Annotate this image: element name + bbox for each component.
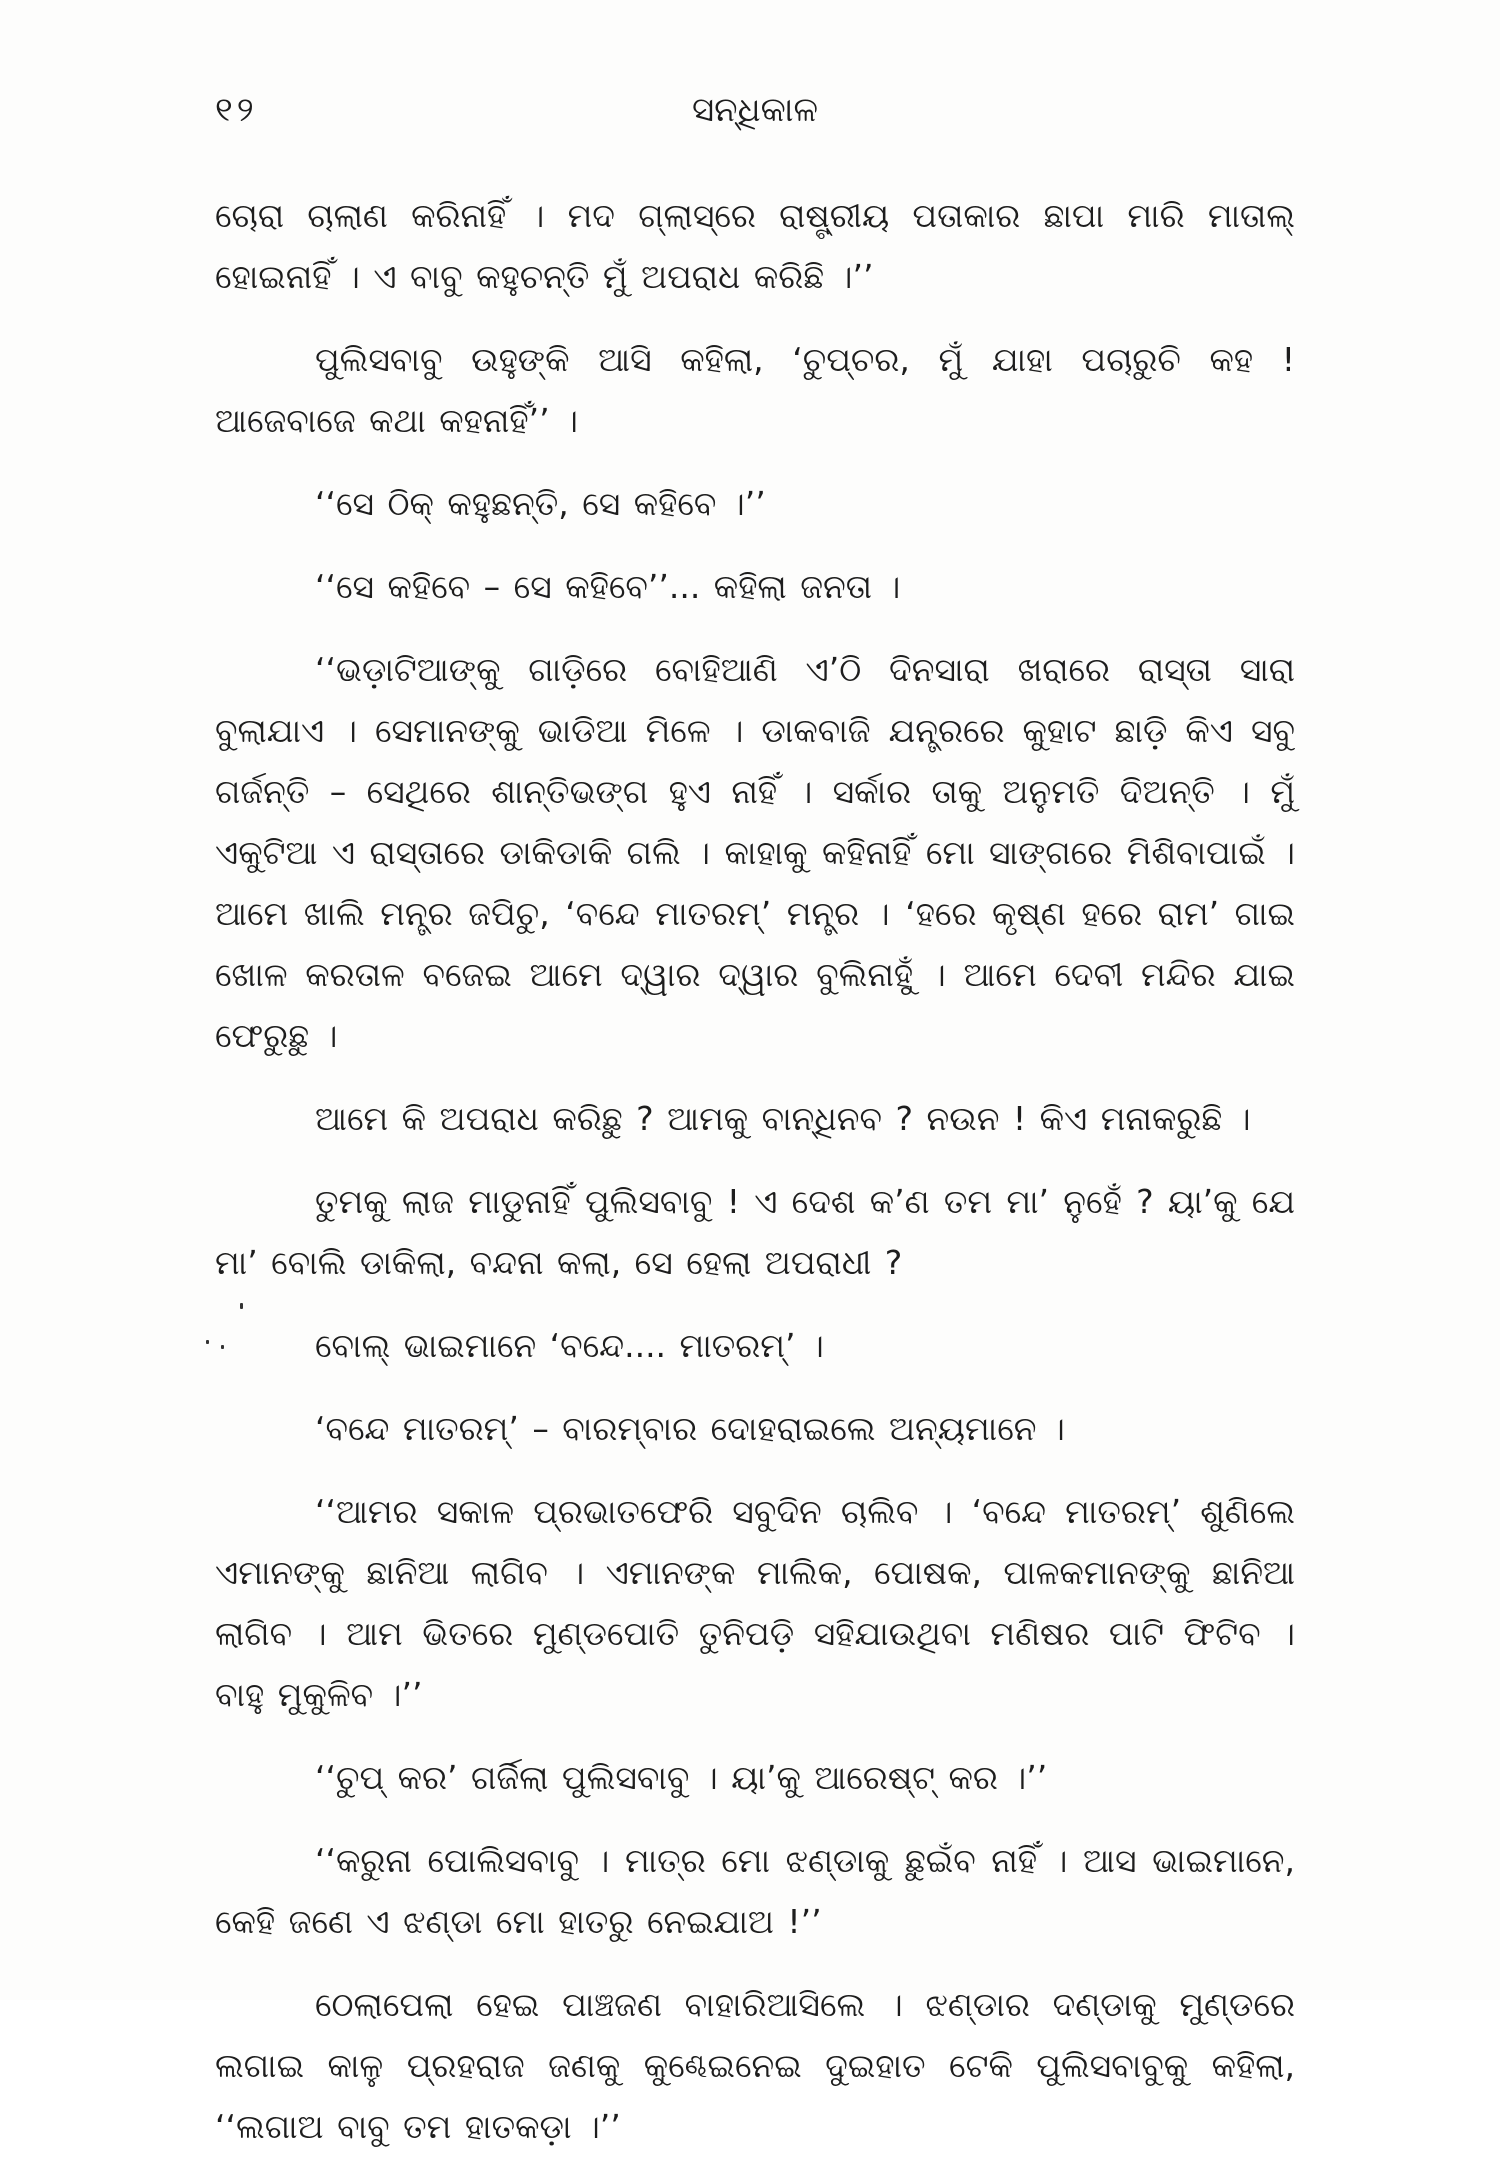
paragraph: ‘‘ଆମର ସକାଳ ପ୍ରଭାତଫେରି ସବୁଦିନ ଚାଲିବ । ‘ବନ୍ଦେ ମାତରମ୍’ ଶୁଣିଲେ ଏମାନଙ୍କୁ ଛାନିଆ ଲାଗିବ । ଏମାନଙ୍କ ମାଲିକ, ପୋଷକ, ପାଳକମାନଙ୍କୁ ଛାନିଆ ଲାଗିବ । ଆମ ଭିତରେ ମୁଣ୍ଡପୋତି ତୁନିପଡ଼ି ସହିଯାଉଥିବା ମଣିଷର ପାଟି ଫିଟିବ । ବାହୁ ମୁକୁଳିବ ।’’ — [215, 1492, 1295, 1714]
paragraph: ‘‘ଚୁପ୍ କର’ ଗର୍ଜିଲା ପୁଲିସବାବୁ । ୟା’କୁ ଆରେଷ୍ଟ୍ କର ।’’ — [315, 1758, 1048, 1797]
paragraph: ‘‘ସେ ଠିକ୍ କହୁଛନ୍ତି, ସେ କହିବେ ।’’ — [315, 484, 766, 523]
print-speck — [206, 1340, 209, 1344]
page-header — [215, 90, 1295, 140]
paragraph: ଆମେ କି ଅପରାଧ କରିଛୁ ? ଆମକୁ ବାନ୍ଧିନବ ? ନଉନ ! କିଏ ମନାକରୁଛି । — [315, 1099, 1251, 1138]
paragraph: ବୋଲ୍ ଭାଇମାନେ ‘ବନ୍ଦେ.... ମାତରମ୍’ । — [315, 1326, 824, 1365]
paragraph: ପୁଲିସବାବୁ ଉହୁଙ୍କି ଆସି କହିଲା, ‘ଚୁପ୍‌ଚର, ମୁଁ ଯାହା ପଚାରୁଚି କହ ! ଆଜେବାଜେ କଥା କହନାହିଁ’’ । — [215, 340, 1295, 440]
paragraph: ‘‘କରୁନା ପୋଲିସବାବୁ । ମାତ୍ର ମୋ ଝଣ୍ଡାକୁ ଛୁଇଁବ ନାହିଁ । ଆସ ଭାଇମାନେ, କେହି ଜଣେ ଏ ଝଣ୍ଡା ମୋ ହାତରୁ ନେଇଯାଅ !’’ — [215, 1841, 1295, 1941]
paragraph: ଠେଲାପେଲା ହେଇ ପାଞ୍ଚଜଣ ବାହାରିଆସିଲେ । ଝଣ୍ଡାର ଦଣ୍ଡାକୁ ମୁଣ୍ଡରେ ଲଗାଇ କାଳୁ ପ୍ରହରାଜ ଜଣକୁ କୁଣ୍ଢେଇନେଇ ଦୁଇହାତ ଟେକି ପୁଲିସବାବୁକୁ କହିଲା, ‘‘ଲଗାଅ ବାବୁ ତମ ହାତକଡ଼ା ।’’ — [215, 1985, 1295, 2146]
paragraph: ‘‘ସେ କହିବେ – ସେ କହିବେ’’... କହିଲା ଜନତା । — [315, 567, 901, 606]
page-number: ୧୨ — [215, 90, 258, 130]
running-title: ସନ୍ଧିକାଳ — [691, 90, 819, 130]
print-speck — [221, 1345, 224, 1349]
body-text — [215, 185, 1295, 2179]
paragraph: ତୁମକୁ ଲାଜ ମାଡୁନାହିଁ ପୁଲିସବାବୁ ! ଏ ଦେଶ କ’ଣ ତମ ମା’ ନୁହେଁ ? ୟା’କୁ ଯେ ମା’ ବୋଲି ଡାକିଲା, ବନ୍ଦନା କଲା, ସେ ହେଲା ଅପରାଧୀ ? — [215, 1182, 1295, 1282]
print-speck — [240, 1303, 243, 1309]
paragraph: ‘‘ଭଡ଼ାଟିଆଙ୍କୁ ଗାଡ଼ିରେ ବୋହିଆଣି ଏ’ଠି ଦିନସାରା ଖରାରେ ରାସ୍ତା ସାରା ବୁଲାଯାଏ । ସେମାନଙ୍କୁ ଭାଡିଆ ମିଳେ । ଡାକବାଜି ଯନ୍ତ୍ରରେ କୁହାଟ ଛାଡ଼ି କିଏ ସବୁ ଗର୍ଜନ୍ତି – ସେଥିରେ ଶାନ୍ତିଭଙ୍ଗ ହୁଏ ନାହିଁ । ସର୍କାର ତାକୁ ଅନୁମତି ଦିଅନ୍ତି । ମୁଁ ଏକୁଟିଆ ଏ ରାସ୍ତାରେ ଡାକିଡାକି ଗଲି । କାହାକୁ କହିନାହିଁ ମୋ ସାଙ୍ଗରେ ମିଶିବାପାଇଁ । ଆମେ ଖାଲି ମନ୍ତ୍ର ଜପିଚୁ, ‘ବନ୍ଦେ ମାତରମ୍’ ମନ୍ତ୍ର । ‘ହରେ କୃଷ୍ଣ ହରେ ରାମ’ ଗାଇ ଖୋଳ କରତାଳ ବଜେଇ ଆମେ ଦ୍ୱାର ଦ୍ୱାର ବୁଲିନାହୁଁ । ଆମେ ଦେବୀ ମନ୍ଦିର ଯାଇ ଫେରୁଛୁ । — [215, 650, 1295, 1055]
paragraph: ‘ବନ୍ଦେ ମାତରମ୍’ – ବାରମ୍ବାର ଦୋହରାଇଲେ ଅନ୍ୟମାନେ । — [315, 1409, 1065, 1448]
paragraph: ଚୋରା ଚାଲାଣ କରିନାହିଁ । ମଦ ଗ୍ଲାସ୍‌ରେ ରାଷ୍ଟ୍ରୀୟ ପତାକାର ଛାପା ମାରି ମାତାଲ୍ ହୋଇନାହିଁ । ଏ ବାବୁ କହୁଚନ୍ତି ମୁଁ ଅପରାଧ କରିଛି ।’’ — [215, 196, 1295, 296]
